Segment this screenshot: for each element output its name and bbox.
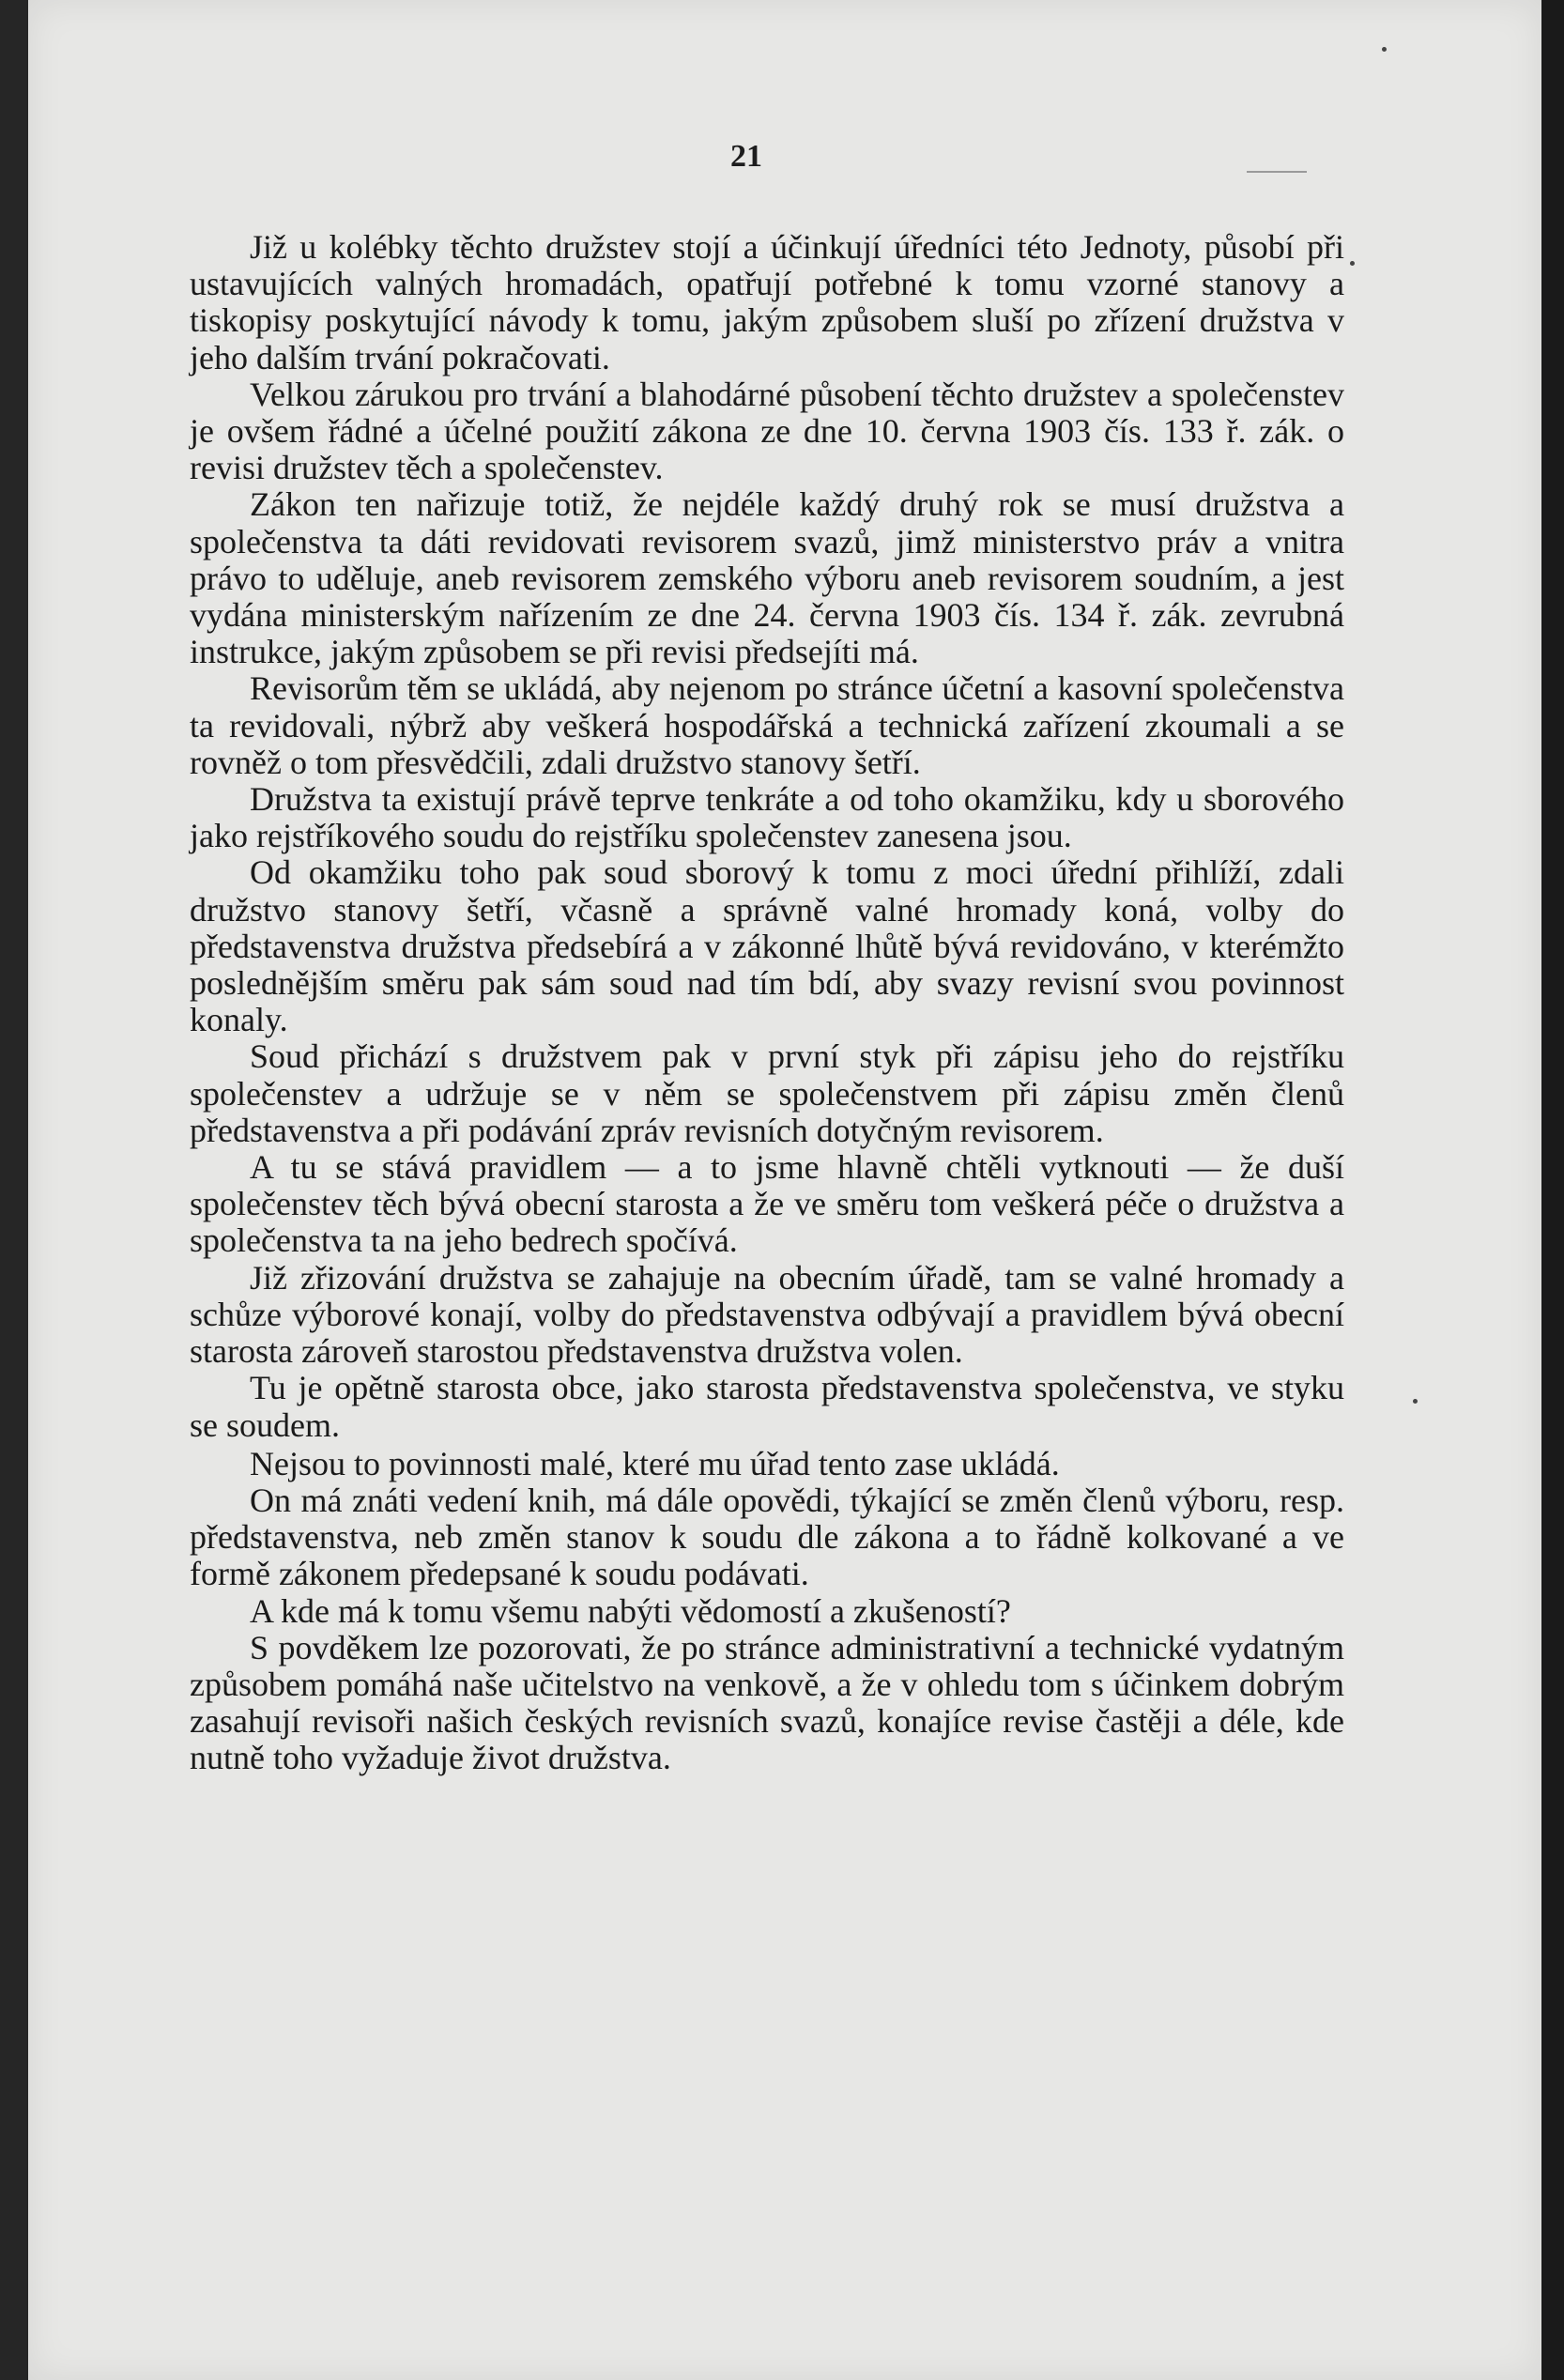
scan-speck <box>1382 47 1387 52</box>
body-text <box>190 229 1344 1777</box>
paragraph: On má znáti vedení knih, má dále opovědi, týkající se změn členů výboru, resp. představenstva, neb změn stanov k soudu dle zákona a to řádně kolkované a ve formě zákonem předepsané k soudu podávati. <box>190 1481 1344 1593</box>
paragraph: Již u kolébky těchto družstev stojí a účinkují úředníci této Jednoty, působí při ustavujících valných hromadách, opatřují potřebné k tomu vzorné stanovy a tiskopisy poskytující návody k tomu, jakým způsobem sluší po zřízení družstva v jeho dalším trvání pokračovati. <box>190 228 1344 376</box>
paragraph: Od okamžiku toho pak soud sborový k tomu z moci úřední přihlíží, zdali družstvo stanovy šetří, včasně a správně valné hromady koná, volby do představenstva družstva předsebírá a v zákonné lhůtě bývá revidováno, v kterémžto poslednějším směru pak sám soud nad tím bdí, aby svazy revisní svou povinnost konaly. <box>190 853 1344 1039</box>
document-page <box>28 0 1541 2380</box>
paragraph: Nejsou to povinnosti malé, které mu úřad tento zase ukládá. <box>250 1444 1060 1482</box>
paragraph: Již zřizování družstva se zahajuje na obecním úřadě, tam se valné hromady a schůze výborové konají, volby do představenstva odbývají a pravidlem bývá obecní starosta zároveň starostou představenstva družstva volen. <box>190 1258 1344 1371</box>
paragraph: Soud přichází s družstvem pak v první styk při zápisu jeho do rejstříku společenstev a udržuje se v něm se společenstvem při zápisu změn členů představenstva a při podávání zpráv revisních dotyčným revisorem. <box>190 1037 1344 1149</box>
paragraph: A kde má k tomu všemu nabýti vědomostí a zkušeností? <box>250 1591 1011 1630</box>
paragraph: Tu je opětně starosta obce, jako starosta představenstva společenstva, ve styku se soudem. <box>190 1369 1344 1444</box>
paragraph: A tu se stává pravidlem — a to jsme hlavně chtěli vytknouti — že duší společenstev těch bývá obecní starosta a že ve směru tom veškerá péče o družstva a společenstva ta na jeho bedrech spočívá. <box>190 1148 1344 1260</box>
paragraph: Velkou zárukou pro trvání a blahodárné působení těchto družstev a společenstev je ovšem řádné a účelné použití zákona ze dne 10. června 1903 čís. 133 ř. zák. o revisi družstev těch a společenstev. <box>190 375 1344 487</box>
paragraph: Revisorům těm se ukládá, aby nejenom po stránce účetní a kasovní společenstva ta revidovali, nýbrž aby veškerá hospodářská a technická zařízení zkoumali a se rovněž o tom přesvědčili, zdali družstvo stanovy šetří. <box>190 669 1344 781</box>
paragraph: Družstva ta existují právě teprve tenkráte a od toho okamžiku, kdy u sborového jako rejstříkového soudu do rejstříku společenstev zanesena jsou. <box>190 780 1344 855</box>
scan-edge-right <box>1541 0 1564 2380</box>
paragraph: Zákon ten nařizuje totiž, že nejdéle každý druhý rok se musí družstva a společenstva ta dáti revidovati revisorem svazů, jimž ministerstvo práv a vnitra právo to uděluje, aneb revisorem zemského výboru aneb revisorem soudním, a jest vydána ministerským nařízením ze dne 24. června 1903 čís. 134 ř. zák. zevrubná instrukce, jakým způsobem se při revisi předsejíti má. <box>190 485 1344 671</box>
scan-speck <box>1350 261 1355 266</box>
scan-edge-left <box>0 0 28 2380</box>
page-number: 21 <box>730 139 762 174</box>
margin-mark <box>1247 171 1307 173</box>
paragraph: S povděkem lze pozorovati, že po stránce administrativní a technické vydatným způsobem pomáhá naše učitelstvo na venkově, a že v ohledu tom s účinkem dobrým zasahují revisoři našich českých revisních svazů, konajíce revise častěji a déle, kde nutně toho vyžaduje život družstva. <box>190 1628 1344 1777</box>
scan-speck <box>1413 1399 1418 1404</box>
